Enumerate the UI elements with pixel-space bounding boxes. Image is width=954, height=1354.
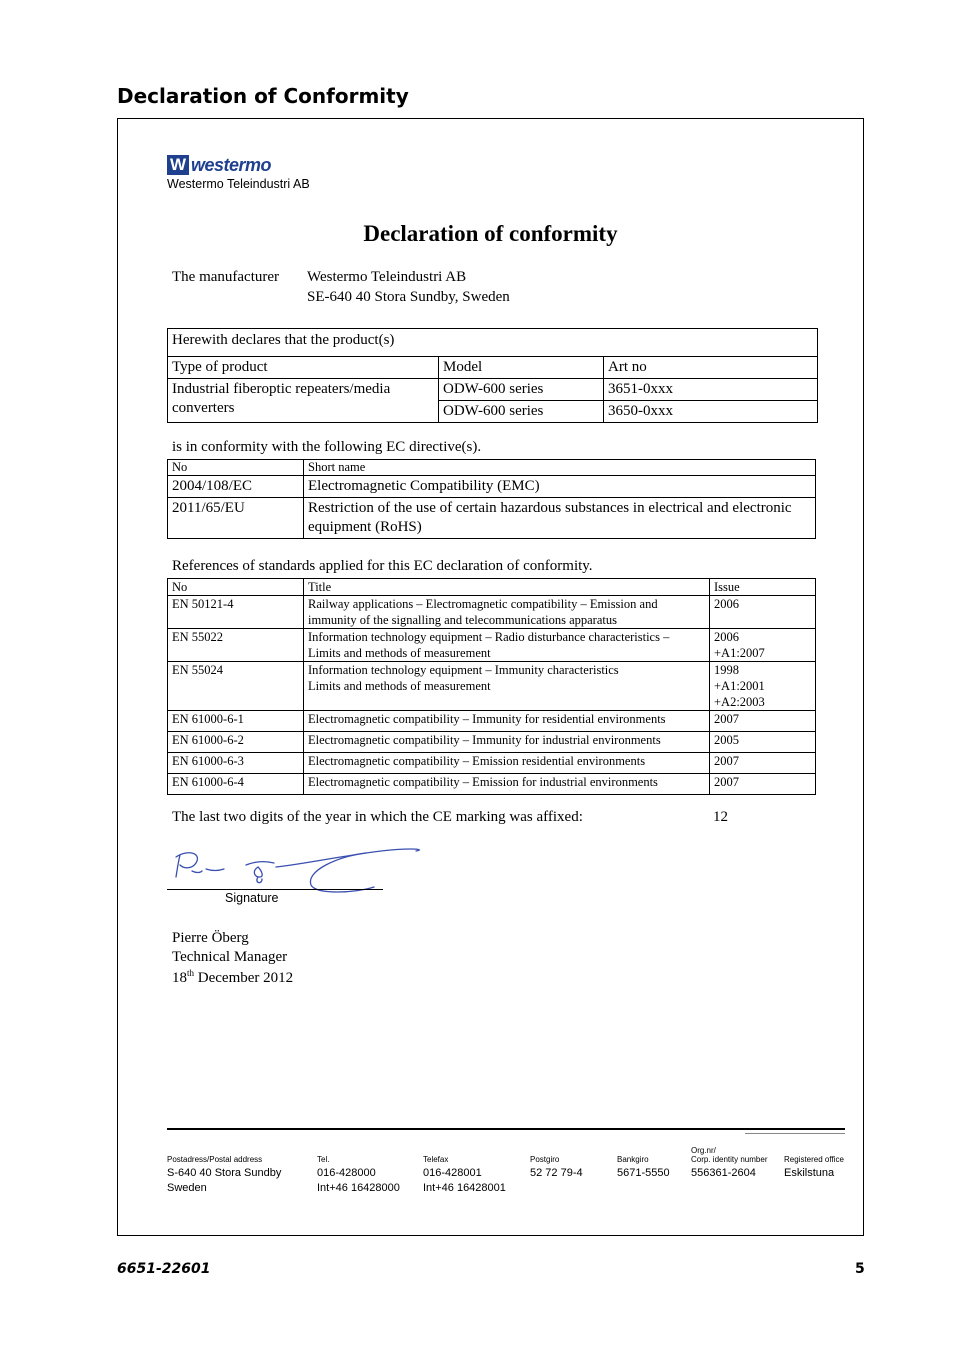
- footer-tel: Tel. 016-428000 Int+46 16428000: [317, 1155, 400, 1194]
- signatory-role: Technical Manager: [172, 949, 288, 965]
- footer-bankgiro: Bankgiro 5671-5550: [617, 1155, 670, 1179]
- product-table: [167, 328, 818, 423]
- logo-mark: W: [167, 155, 189, 175]
- table-row: [168, 629, 816, 662]
- footer-postal-address: Postadress/Postal address S-640 40 Stora Sundby Sweden: [167, 1155, 282, 1194]
- standard-title: Electromagnetic compatibility – Immunity for industrial environments: [304, 732, 710, 753]
- header-art: Art no: [604, 357, 818, 379]
- footer-rule-thin: [745, 1133, 845, 1134]
- header-issue: Issue: [710, 579, 816, 596]
- standards-table: [167, 578, 816, 795]
- company-name: Westermo Teleindustri AB: [167, 177, 310, 191]
- document-number: 6651-22601: [117, 1261, 211, 1277]
- standard-title: Electromagnetic compatibility – Emission for industrial environments: [304, 774, 710, 795]
- manufacturer-label: The manufacturer: [172, 269, 280, 285]
- directive-no: 2004/108/EC: [168, 476, 304, 498]
- footer-postgiro: Postgiro 52 72 79-4: [530, 1155, 583, 1179]
- footer-registered-office: Registered office Eskilstuna: [784, 1155, 844, 1179]
- directive-no: 2011/65/EU: [168, 498, 304, 539]
- signature-date: 18th December 2012: [172, 968, 294, 986]
- standard-no: EN 55024: [168, 662, 304, 711]
- signature-label: Signature: [225, 891, 279, 905]
- westermo-logo: [167, 154, 271, 176]
- table-row: [168, 596, 816, 629]
- standard-title: Railway applications – Electromagnetic compatibility – Emission and immunity of the signalling and telecommunications apparatus: [304, 596, 710, 629]
- standard-title: Information technology equipment – Immunity characteristics Limits and methods of measurement: [304, 662, 710, 711]
- page-heading: Declaration of Conformity: [117, 84, 409, 108]
- standard-issue: 2005: [710, 732, 816, 753]
- manufacturer-name: Westermo Teleindustri AB: [307, 269, 467, 285]
- declares-row: Herewith declares that the product(s): [168, 329, 818, 357]
- table-row: [168, 774, 816, 795]
- standard-no: EN 61000-6-4: [168, 774, 304, 795]
- standard-no: EN 61000-6-3: [168, 753, 304, 774]
- standard-issue: 2007: [710, 753, 816, 774]
- standard-issue: 1998 +A1:2001 +A2:2003: [710, 662, 816, 711]
- ce-marking-value: 12: [713, 809, 728, 825]
- directives-intro: is in conformity with the following EC directive(s).: [172, 439, 482, 455]
- directive-name: Electromagnetic Compatibility (EMC): [304, 476, 816, 498]
- signature-line: [167, 889, 383, 890]
- page-number: 5: [855, 1261, 865, 1277]
- directives-table: [167, 459, 816, 539]
- product-model: ODW-600 series: [439, 401, 604, 423]
- standard-issue: 2007: [710, 774, 816, 795]
- standard-no: EN 55022: [168, 629, 304, 662]
- standard-no: EN 50121-4: [168, 596, 304, 629]
- product-type: Industrial fiberoptic repeaters/media converters: [168, 379, 439, 423]
- directive-name: Restriction of the use of certain hazardous substances in electrical and electronic equipment (RoHS): [304, 498, 816, 539]
- product-art: 3650-0xxx: [604, 401, 818, 423]
- table-row: [168, 662, 816, 711]
- standards-intro: References of standards applied for this EC declaration of conformity.: [172, 558, 593, 574]
- table-row: [168, 753, 816, 774]
- footer-rule: [167, 1128, 845, 1130]
- header-model: Model: [439, 357, 604, 379]
- header-type: Type of product: [168, 357, 439, 379]
- table-row: [168, 732, 816, 753]
- standard-issue: 2007: [710, 711, 816, 732]
- product-model: ODW-600 series: [439, 379, 604, 401]
- header-no: No: [168, 579, 304, 596]
- standard-title: Electromagnetic compatibility – Emission residential environments: [304, 753, 710, 774]
- standard-issue: 2006 +A1:2007: [710, 629, 816, 662]
- logo-wordmark: westermo: [191, 154, 272, 175]
- signatory-name: Pierre Öberg: [172, 930, 249, 946]
- standard-issue: 2006: [710, 596, 816, 629]
- standard-no: EN 61000-6-1: [168, 711, 304, 732]
- header-short-name: Short name: [304, 460, 816, 476]
- manufacturer-address: SE-640 40 Stora Sundby, Sweden: [307, 289, 510, 305]
- document-title: Declaration of conformity: [363, 221, 618, 246]
- standard-title: Electromagnetic compatibility – Immunity for residential environments: [304, 711, 710, 732]
- product-art: 3651-0xxx: [604, 379, 818, 401]
- standard-no: EN 61000-6-2: [168, 732, 304, 753]
- header-no: No: [168, 460, 304, 476]
- header-title: Title: [304, 579, 710, 596]
- certificate-frame: [117, 118, 864, 1236]
- ce-marking-label: The last two digits of the year in which the CE marking was affixed:: [172, 809, 583, 825]
- footer-telefax: Telefax 016-428001 Int+46 16428001: [423, 1155, 506, 1194]
- footer-org-number: Org.nr/ Corp. identity number 556361-2604: [691, 1146, 768, 1179]
- standard-title: Information technology equipment – Radio disturbance characteristics – Limits and methods of measurement: [304, 629, 710, 662]
- table-row: [168, 711, 816, 732]
